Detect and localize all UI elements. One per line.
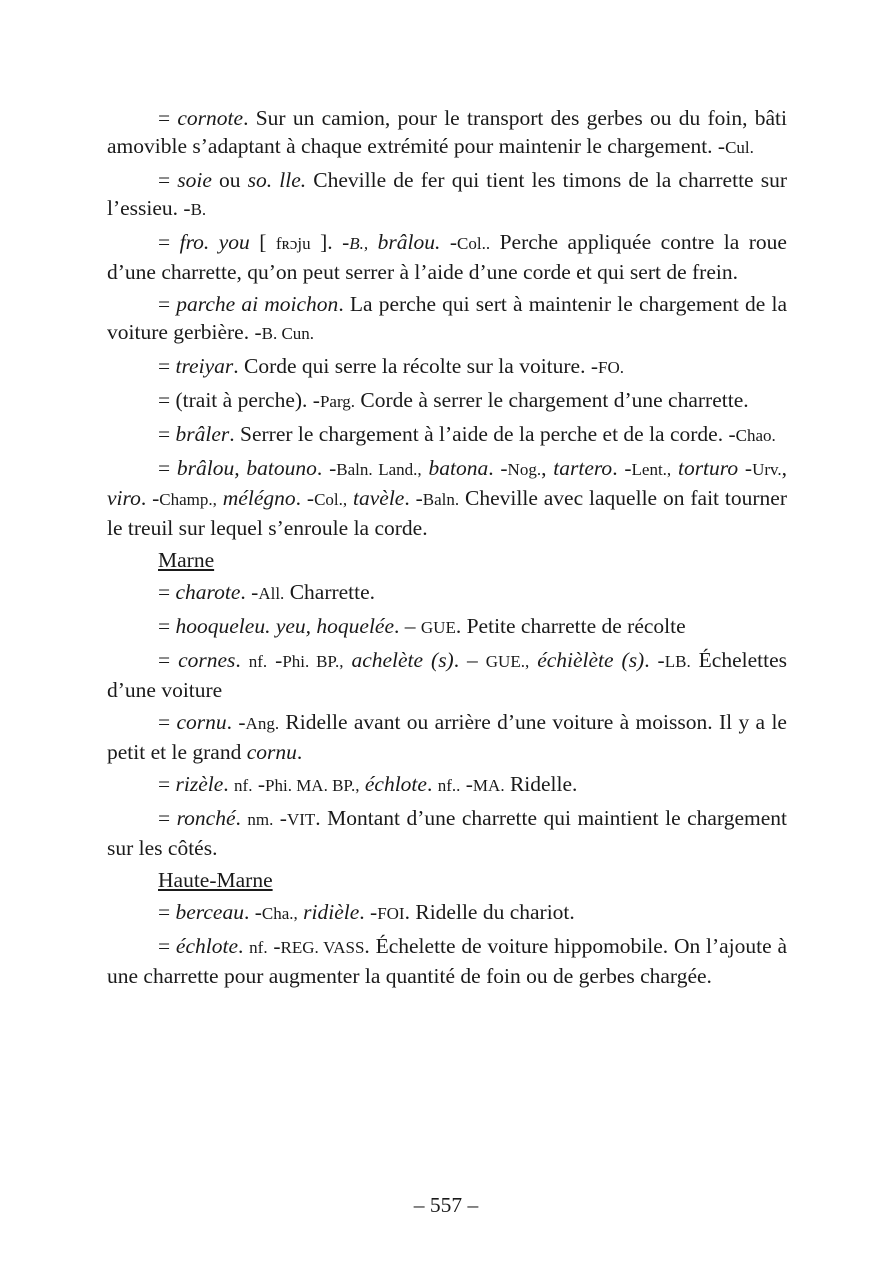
entry-text-segment: = [158, 710, 177, 734]
entry-text-segment: cornu [176, 710, 227, 734]
entry-text-segment [368, 230, 377, 254]
entry-text-segment: . – [394, 614, 421, 638]
entry-text-segment: . La perche qui sert à maintenir le chargement de la voiture gerbière. - [107, 292, 787, 344]
dictionary-entry [107, 578, 787, 608]
entry-text-segment: . - [316, 456, 337, 480]
entry-text-segment: Urv. [752, 460, 782, 479]
entry-text-segment: . – [453, 648, 486, 672]
entry-text-segment: = [158, 806, 177, 830]
entry-text-segment: . [426, 772, 438, 796]
dictionary-entry [107, 228, 787, 286]
entry-text-segment: Nog. [507, 460, 542, 479]
entry-text-segment: achelète (s) [351, 648, 454, 672]
entry-text-segment: . [296, 740, 303, 764]
entry-text-segment: soie [177, 168, 212, 192]
entry-text-segment: - [267, 648, 283, 672]
entry-text-segment: tavèle [353, 486, 405, 510]
entry-text-segment: cornote [177, 106, 244, 130]
entry-text-segment: = [158, 456, 177, 480]
entry-text-segment: batona [428, 456, 489, 480]
entry-text-segment: échlote [175, 934, 238, 958]
entry-text-segment: GUE., [485, 652, 530, 671]
entry-text-segment: Chao. [735, 426, 776, 445]
entry-text-segment: torturo [677, 456, 739, 480]
entry-text-segment: Col., [314, 490, 348, 509]
entry-text-segment: brâler [175, 422, 230, 446]
entry-text-segment: Perche appliquée contre la roue d’une charrette, qu’on peut serrer à l’aide d’une corde et qui sert de frein. [107, 230, 787, 284]
dictionary-entry [107, 386, 787, 416]
entry-text-segment: . [223, 772, 235, 796]
entry-text-segment: . - [359, 900, 378, 924]
entry-text-segment: B., [349, 234, 369, 253]
entry-text-segment: Parg. [319, 392, 356, 411]
entry-text-segment: tartero [553, 456, 613, 480]
entry-text-segment: . - [404, 486, 423, 510]
entry-text-segment: . [235, 648, 249, 672]
page-body [107, 104, 787, 994]
entry-text-segment: All. [258, 584, 285, 603]
entry-text-segment: = [158, 106, 178, 130]
entry-text-segment: so. lle. [247, 168, 307, 192]
dictionary-entry [107, 770, 787, 800]
entry-text-segment: = [158, 168, 178, 192]
entry-text-segment: Ang. [245, 714, 280, 733]
entry-text-segment: FO. [598, 358, 624, 377]
page-number: – 557 – [413, 1193, 479, 1217]
entry-text-segment: = [158, 292, 177, 316]
entry-text-segment: charote [175, 580, 241, 604]
entry-text-segment: . - [226, 710, 246, 734]
dictionary-entry [107, 104, 787, 162]
entry-text-segment: Corde à serrer le chargement d’une charrette. [355, 388, 749, 412]
entry-text-segment: fro. you [179, 230, 250, 254]
entry-text-segment: - [460, 772, 473, 796]
section-heading [107, 546, 787, 574]
entry-text-segment: Baln. Land., [336, 460, 422, 479]
entry-text-segment: Phi. MA. BP., [265, 776, 360, 795]
entry-text-segment: . - [612, 456, 632, 480]
entry-text-segment: ronché [176, 806, 236, 830]
entry-text-segment: échlote [364, 772, 427, 796]
dictionary-entry [107, 290, 787, 348]
entry-text-segment: = [158, 580, 176, 604]
entry-text-segment: B. Cun. [261, 324, 315, 343]
entry-text-segment: , [541, 456, 554, 480]
entry-text-segment: MA. [472, 776, 505, 795]
entry-text-segment: . Petite charrette de récolte [455, 614, 686, 638]
entry-text-segment: échièlète (s) [537, 648, 645, 672]
entry-text-segment: Lent., [631, 460, 672, 479]
entry-text-segment [529, 648, 537, 672]
entry-text-segment: berceau [175, 900, 244, 924]
entry-text-segment: Baln. [422, 490, 460, 509]
entry-text-segment: Haute-Marne [158, 868, 273, 892]
dictionary-entry [107, 708, 787, 766]
entry-text-segment: Champ., [159, 490, 217, 509]
entry-text-segment: Cul. [725, 138, 754, 157]
entry-text-segment: Col.. [457, 234, 491, 253]
entry-text-segment: nf. [248, 652, 268, 671]
entry-text-segment: Ridelle avant ou arrière d’une voiture à moisson. Il y a le petit et le grand [107, 710, 787, 764]
entry-text-segment: = [158, 230, 180, 254]
entry-text-segment: nf. [234, 776, 253, 795]
entry-text-segment: . Serrer le chargement à l’aide de la perche et de la corde. - [229, 422, 736, 446]
entry-text-segment: - [440, 230, 458, 254]
dictionary-entry [107, 166, 787, 224]
entry-text-segment: . [235, 806, 248, 830]
entry-text-segment: - [267, 934, 281, 958]
entry-text-segment: . Sur un camion, pour le transport des gerbes ou du foin, bâti amovible s’adaptant à chaque extrémité pour maintenir le chargement. - [107, 106, 787, 158]
entry-text-segment: . - [488, 456, 508, 480]
entry-text-segment: . Échelette de voiture hippomobile. On l’ajoute à une charrette pour augmenter la quantité de foin ou de gerbes chargée. [107, 934, 787, 988]
dictionary-entry [107, 454, 787, 542]
entry-text-segment: . Montant d’une charrette qui maintient le chargement sur les côtés. [107, 806, 787, 860]
entry-text-segment: = (trait à perche). - [158, 388, 320, 412]
entry-text-segment: - [273, 806, 287, 830]
dictionary-entry [107, 932, 787, 990]
entry-text-segment: brâlou. [377, 230, 441, 254]
entry-text-segment: cornes [178, 648, 236, 672]
entry-text-segment: fʀɔju [275, 234, 311, 253]
entry-text-segment: ]. - [310, 230, 350, 254]
entry-text-segment: Marne [158, 548, 215, 572]
entry-text-segment: B. [190, 200, 207, 219]
entry-text-segment: nf.. [437, 776, 461, 795]
entry-text-segment: Charrette. [284, 580, 376, 604]
entry-text-segment: = [158, 422, 176, 446]
entry-text-segment: brâlou, batouno [176, 456, 317, 480]
entry-text-segment [671, 456, 678, 480]
entry-text-segment: . - [243, 900, 262, 924]
entry-text-segment: GUE [420, 618, 456, 637]
entry-text-segment: . Ridelle du chariot. [404, 900, 575, 924]
entry-text-segment: mélégno [222, 486, 296, 510]
entry-text-segment: Cheville de fer qui tient les timons de la charrette sur l’essieu. - [107, 168, 787, 220]
entry-text-segment: Cha., [261, 904, 298, 923]
entry-text-segment: viro [107, 486, 141, 510]
dictionary-entry [107, 420, 787, 450]
entry-text-segment: ou [211, 168, 248, 192]
entry-text-segment: hooqueleu. yeu, hoquelée [175, 614, 395, 638]
entry-text-segment: VIT [286, 810, 316, 829]
entry-text-segment: [ [249, 230, 276, 254]
dictionary-entry [107, 646, 787, 704]
entry-text-segment: , [781, 456, 788, 480]
entry-text-segment: . - [644, 648, 665, 672]
dictionary-entry [107, 804, 787, 862]
entry-text-segment: = [158, 934, 176, 958]
entry-text-segment: = [158, 772, 176, 796]
entry-text-segment: . - [295, 486, 315, 510]
entry-text-segment: treiyar [175, 354, 234, 378]
section-heading [107, 866, 787, 894]
entry-text-segment: Cheville avec laquelle on fait tourner le treuil sur lequel s’enroule la corde. [107, 486, 787, 540]
entry-text-segment: nf. [249, 938, 268, 957]
entry-text-segment: Ridelle. [504, 772, 578, 796]
entry-text-segment: nm. [247, 810, 274, 829]
entry-text-segment: Phi. BP., [282, 652, 344, 671]
entry-text-segment: = [158, 614, 176, 638]
dictionary-entry [107, 352, 787, 382]
entry-text-segment: = [158, 900, 176, 924]
entry-text-segment: . Corde qui serre la récolte sur la voiture. - [233, 354, 598, 378]
dictionary-entry [107, 612, 787, 642]
entry-text-segment: - [738, 456, 753, 480]
entry-text-segment: = [158, 648, 179, 672]
entry-text-segment: parche ai moichon [176, 292, 339, 316]
entry-text-segment: . - [140, 486, 160, 510]
entry-text-segment: . [238, 934, 250, 958]
entry-text-segment: FOI [377, 904, 405, 923]
entry-text-segment: = [158, 354, 176, 378]
entry-text-segment: rizèle [175, 772, 224, 796]
entry-text-segment: REG. VASS [280, 938, 365, 957]
dictionary-entry [107, 898, 787, 928]
entry-text-segment: ridièle [303, 900, 360, 924]
entry-text-segment: . - [240, 580, 259, 604]
entry-text-segment: cornu [246, 740, 297, 764]
entry-text-segment: - [252, 772, 266, 796]
entry-text-segment: LB. [664, 652, 691, 671]
entry-text-segment: Échelettes d’une voiture [107, 648, 788, 702]
